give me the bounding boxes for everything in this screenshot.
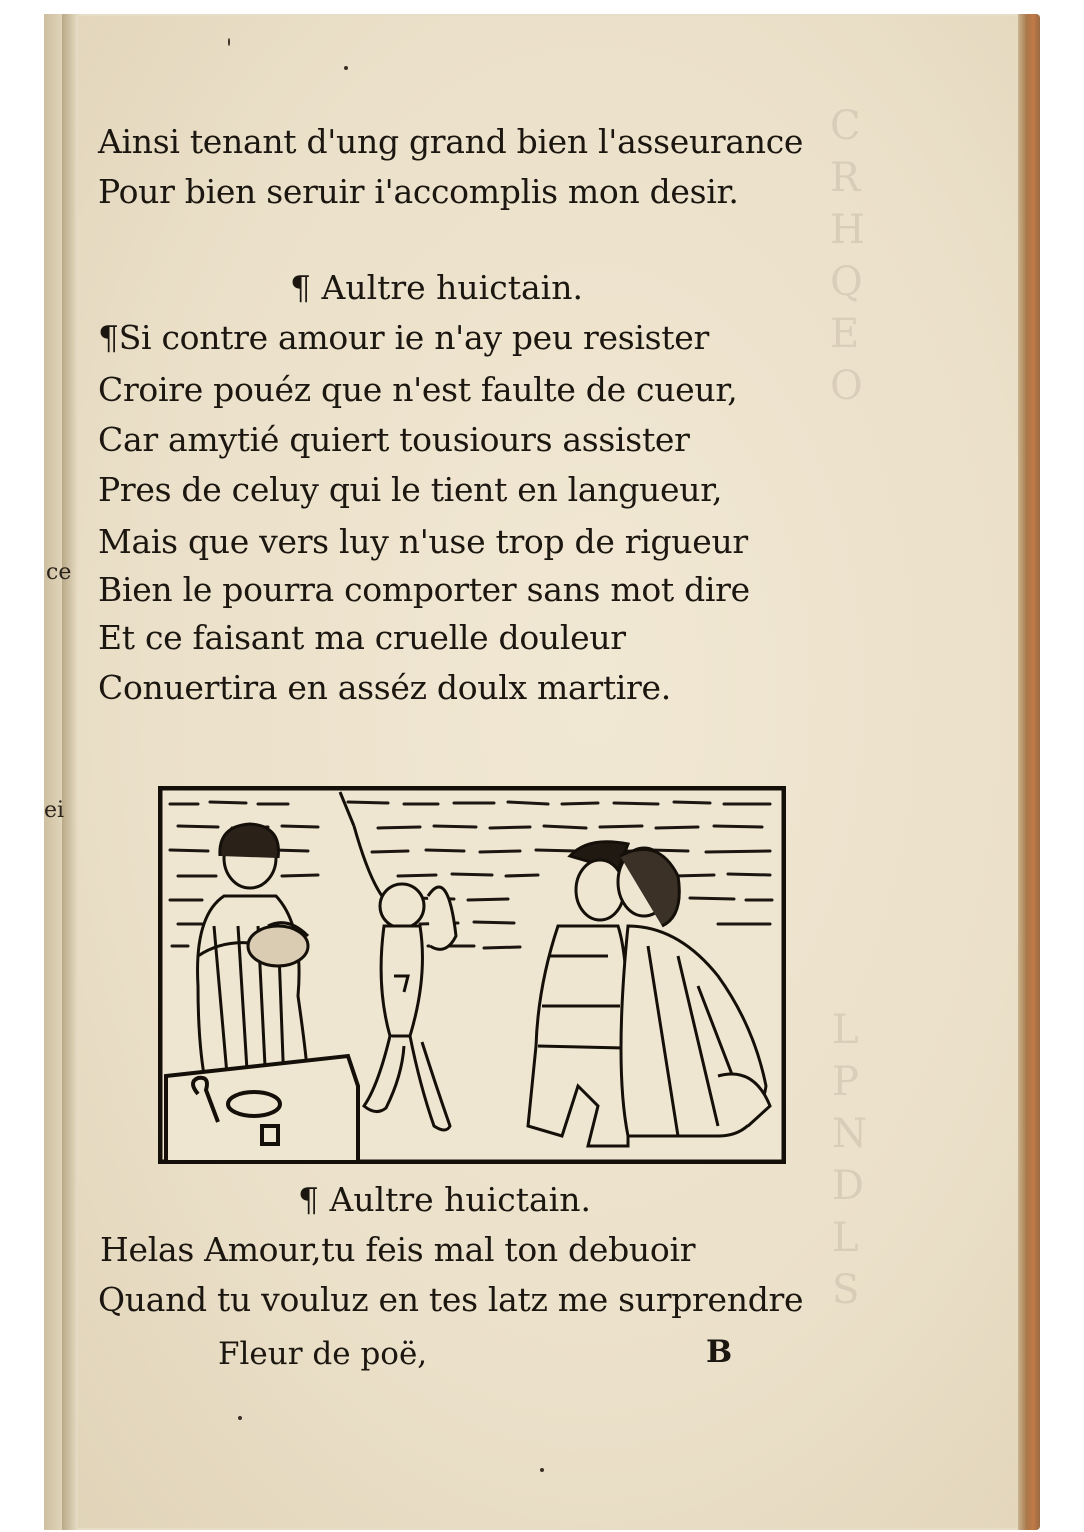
margin-fragment: ce — [46, 560, 72, 585]
poem-line: Croire pouéz que n'est faulte de cueur, — [98, 370, 738, 409]
ink-speck — [228, 38, 230, 46]
poem-line: Conuertira en asséz doulx martire. — [98, 668, 671, 707]
stanza-heading: ¶ Aultre huictain. — [290, 268, 583, 307]
signature-mark: B — [706, 1334, 733, 1370]
table — [166, 1056, 358, 1162]
poem-line: Et ce faisant ma cruelle douleur — [98, 618, 626, 657]
poem-line: Pour bien seruir i'accomplis mon desir. — [98, 172, 739, 211]
poem-line: Mais que vers luy n'use trop de rigueur — [98, 522, 748, 561]
poem-line: Pres de celuy qui le tient en langueur, — [98, 470, 723, 509]
poem-line: ¶Si contre amour ie n'ay peu resister — [98, 318, 709, 357]
ink-speck — [344, 66, 348, 70]
book-gutter — [62, 14, 78, 1530]
show-through-text-lower: L P N D L S — [832, 1007, 867, 1313]
stanza-heading: ¶ Aultre huictain. — [298, 1180, 591, 1219]
ink-speck — [238, 1416, 242, 1420]
poem-line: Ainsi tenant d'ung grand bien l'asseurance — [98, 122, 804, 161]
catchword-title: Fleur de poë, — [218, 1336, 428, 1372]
ink-speck — [540, 1468, 544, 1472]
poem-line: Bien le pourra comporter sans mot dire — [98, 570, 750, 609]
margin-fragment: ei — [44, 798, 65, 823]
show-through-text: C R H Q E O — [830, 103, 865, 409]
poem-line: Car amytié quiert tousiours assister — [98, 420, 690, 459]
woodcut-illustration — [158, 786, 786, 1164]
poem-line: Helas Amour,tu feis mal ton debuoir — [100, 1230, 696, 1269]
page-edge-binding — [1018, 14, 1040, 1530]
poem-line: Quand tu vouluz en tes latz me surprendre — [98, 1280, 804, 1319]
